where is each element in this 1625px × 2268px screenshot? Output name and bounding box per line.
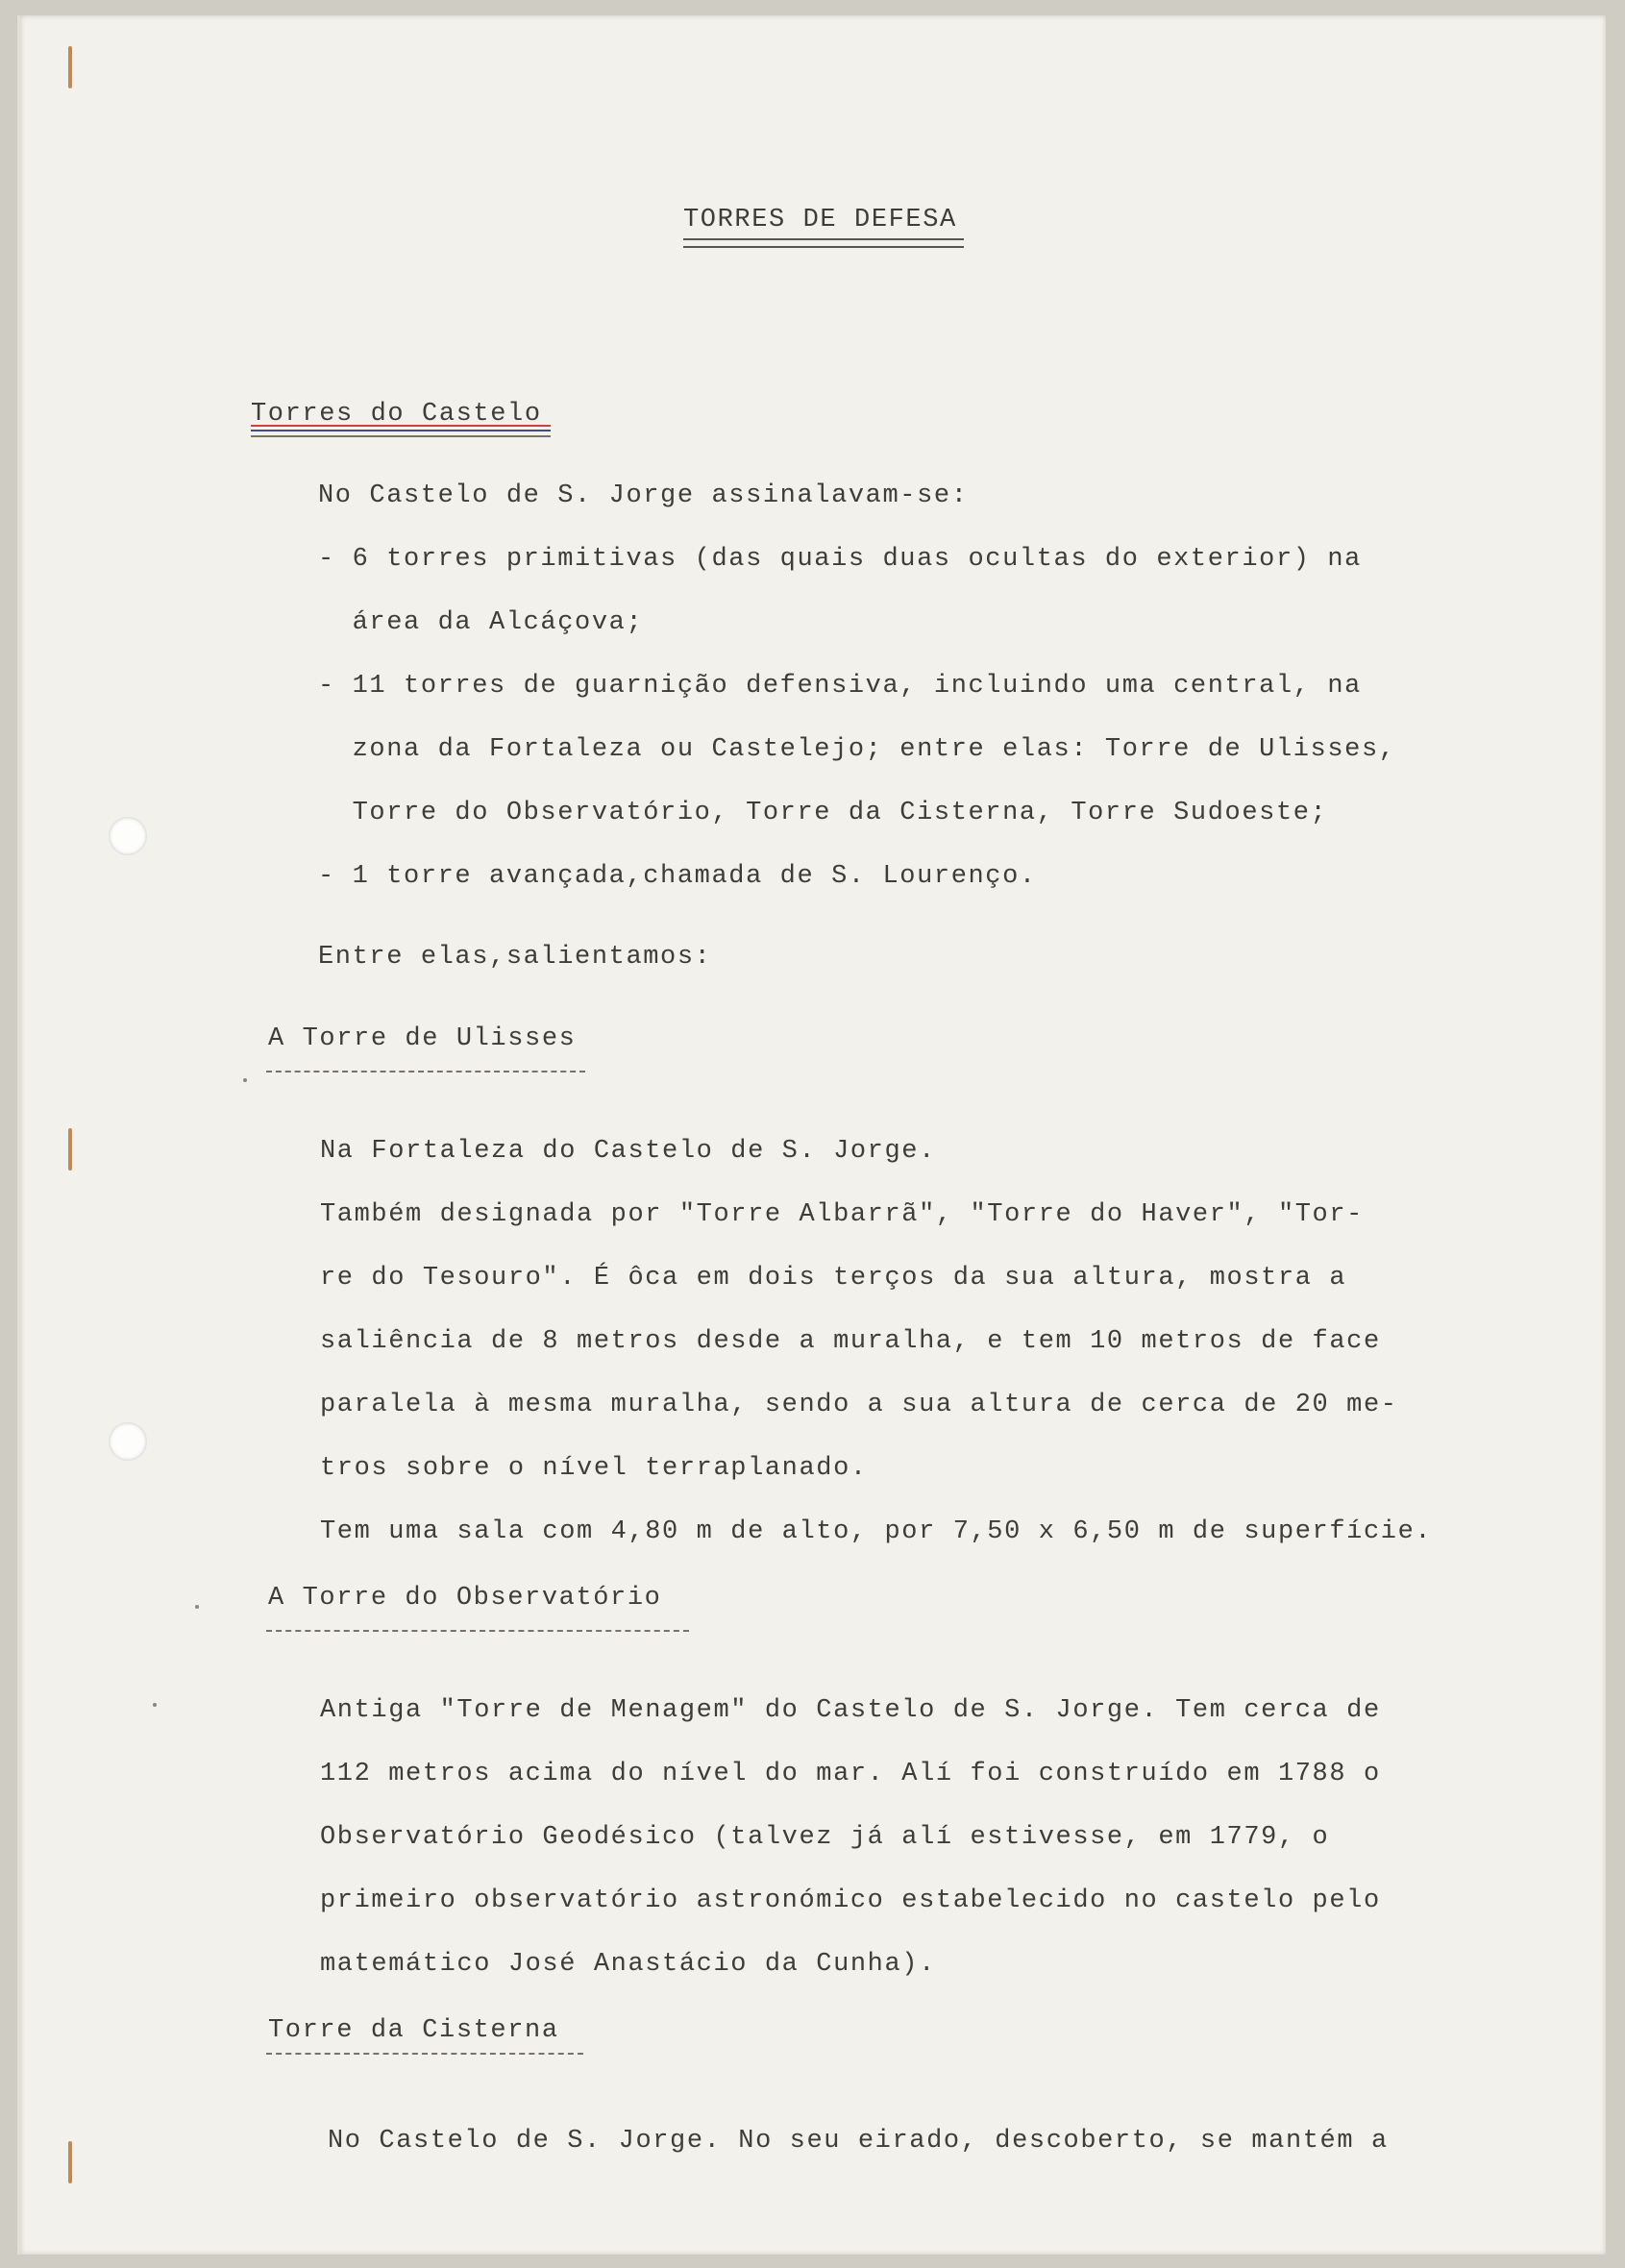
- text-line: Entre elas,salientamos:: [318, 943, 712, 972]
- staple-mark: [68, 2141, 72, 2183]
- staple-mark: [68, 1128, 72, 1171]
- text-line: saliência de 8 metros desde a muralha, e tem 10 metros de face: [320, 1327, 1381, 1356]
- text-line: - 11 torres de guarnição defensiva, incluindo uma central, na: [318, 672, 1362, 701]
- section-heading-torre-do-observatorio: A Torre do Observatório: [268, 1584, 662, 1613]
- punch-hole: [109, 817, 147, 855]
- heading-underline: [251, 425, 551, 427]
- title-underline: [683, 238, 964, 240]
- text-line: zona da Fortaleza ou Castelejo; entre elas: Torre de Ulisses,: [318, 735, 1396, 764]
- heading-underline: [251, 435, 551, 437]
- page-title: TORRES DE DEFESA: [683, 206, 957, 234]
- heading-underline: [251, 430, 551, 431]
- heading-underline: [266, 1071, 585, 1072]
- section-heading-torres-do-castelo: Torres do Castelo: [251, 400, 542, 429]
- paper-speck: [153, 1703, 157, 1707]
- title-underline: [683, 246, 964, 248]
- text-line: re do Tesouro". É ôca em dois terços da sua altura, mostra a: [320, 1264, 1347, 1293]
- text-line: - 6 torres primitivas (das quais duas ocultas do exterior) na: [318, 545, 1362, 574]
- section-heading-torre-de-ulisses: A Torre de Ulisses: [268, 1024, 577, 1053]
- text-line: paralela à mesma muralha, sendo a sua altura de cerca de 20 me-: [320, 1391, 1398, 1419]
- text-line: Antiga "Torre de Menagem" do Castelo de S. Jorge. Tem cerca de: [320, 1696, 1381, 1725]
- staple-mark: [68, 46, 72, 88]
- text-line: área da Alcáçova;: [318, 608, 644, 637]
- text-line: Na Fortaleza do Castelo de S. Jorge.: [320, 1137, 936, 1166]
- text-line: No Castelo de S. Jorge. No seu eirado, descoberto, se mantém a: [328, 2127, 1389, 2156]
- punch-hole: [109, 1422, 147, 1461]
- text-line: 112 metros acima do nível do mar. Alí foi construído em 1788 o: [320, 1760, 1381, 1788]
- paper-speck: [243, 1078, 247, 1082]
- text-line: - 1 torre avançada,chamada de S. Lourenço.: [318, 862, 1037, 891]
- paper-speck: [195, 1605, 199, 1609]
- paper-sheet: [17, 15, 1606, 2255]
- heading-underline: [266, 2053, 583, 2055]
- text-line: Observatório Geodésico (talvez já alí estivesse, em 1779, o: [320, 1823, 1330, 1852]
- section-heading-torre-da-cisterna: Torre da Cisterna: [268, 2016, 559, 2045]
- text-line: No Castelo de S. Jorge assinalavam-se:: [318, 481, 969, 510]
- text-line: matemático José Anastácio da Cunha).: [320, 1950, 936, 1979]
- text-line: Também designada por "Torre Albarrã", "Torre do Haver", "Tor-: [320, 1200, 1364, 1229]
- text-line: Torre do Observatório, Torre da Cisterna, Torre Sudoeste;: [318, 799, 1328, 827]
- text-line: tros sobre o nível terraplanado.: [320, 1454, 868, 1483]
- heading-underline: [266, 1630, 689, 1632]
- text-line: primeiro observatório astronómico estabelecido no castelo pelo: [320, 1886, 1381, 1915]
- text-line: Tem uma sala com 4,80 m de alto, por 7,50 x 6,50 m de superfície.: [320, 1517, 1433, 1546]
